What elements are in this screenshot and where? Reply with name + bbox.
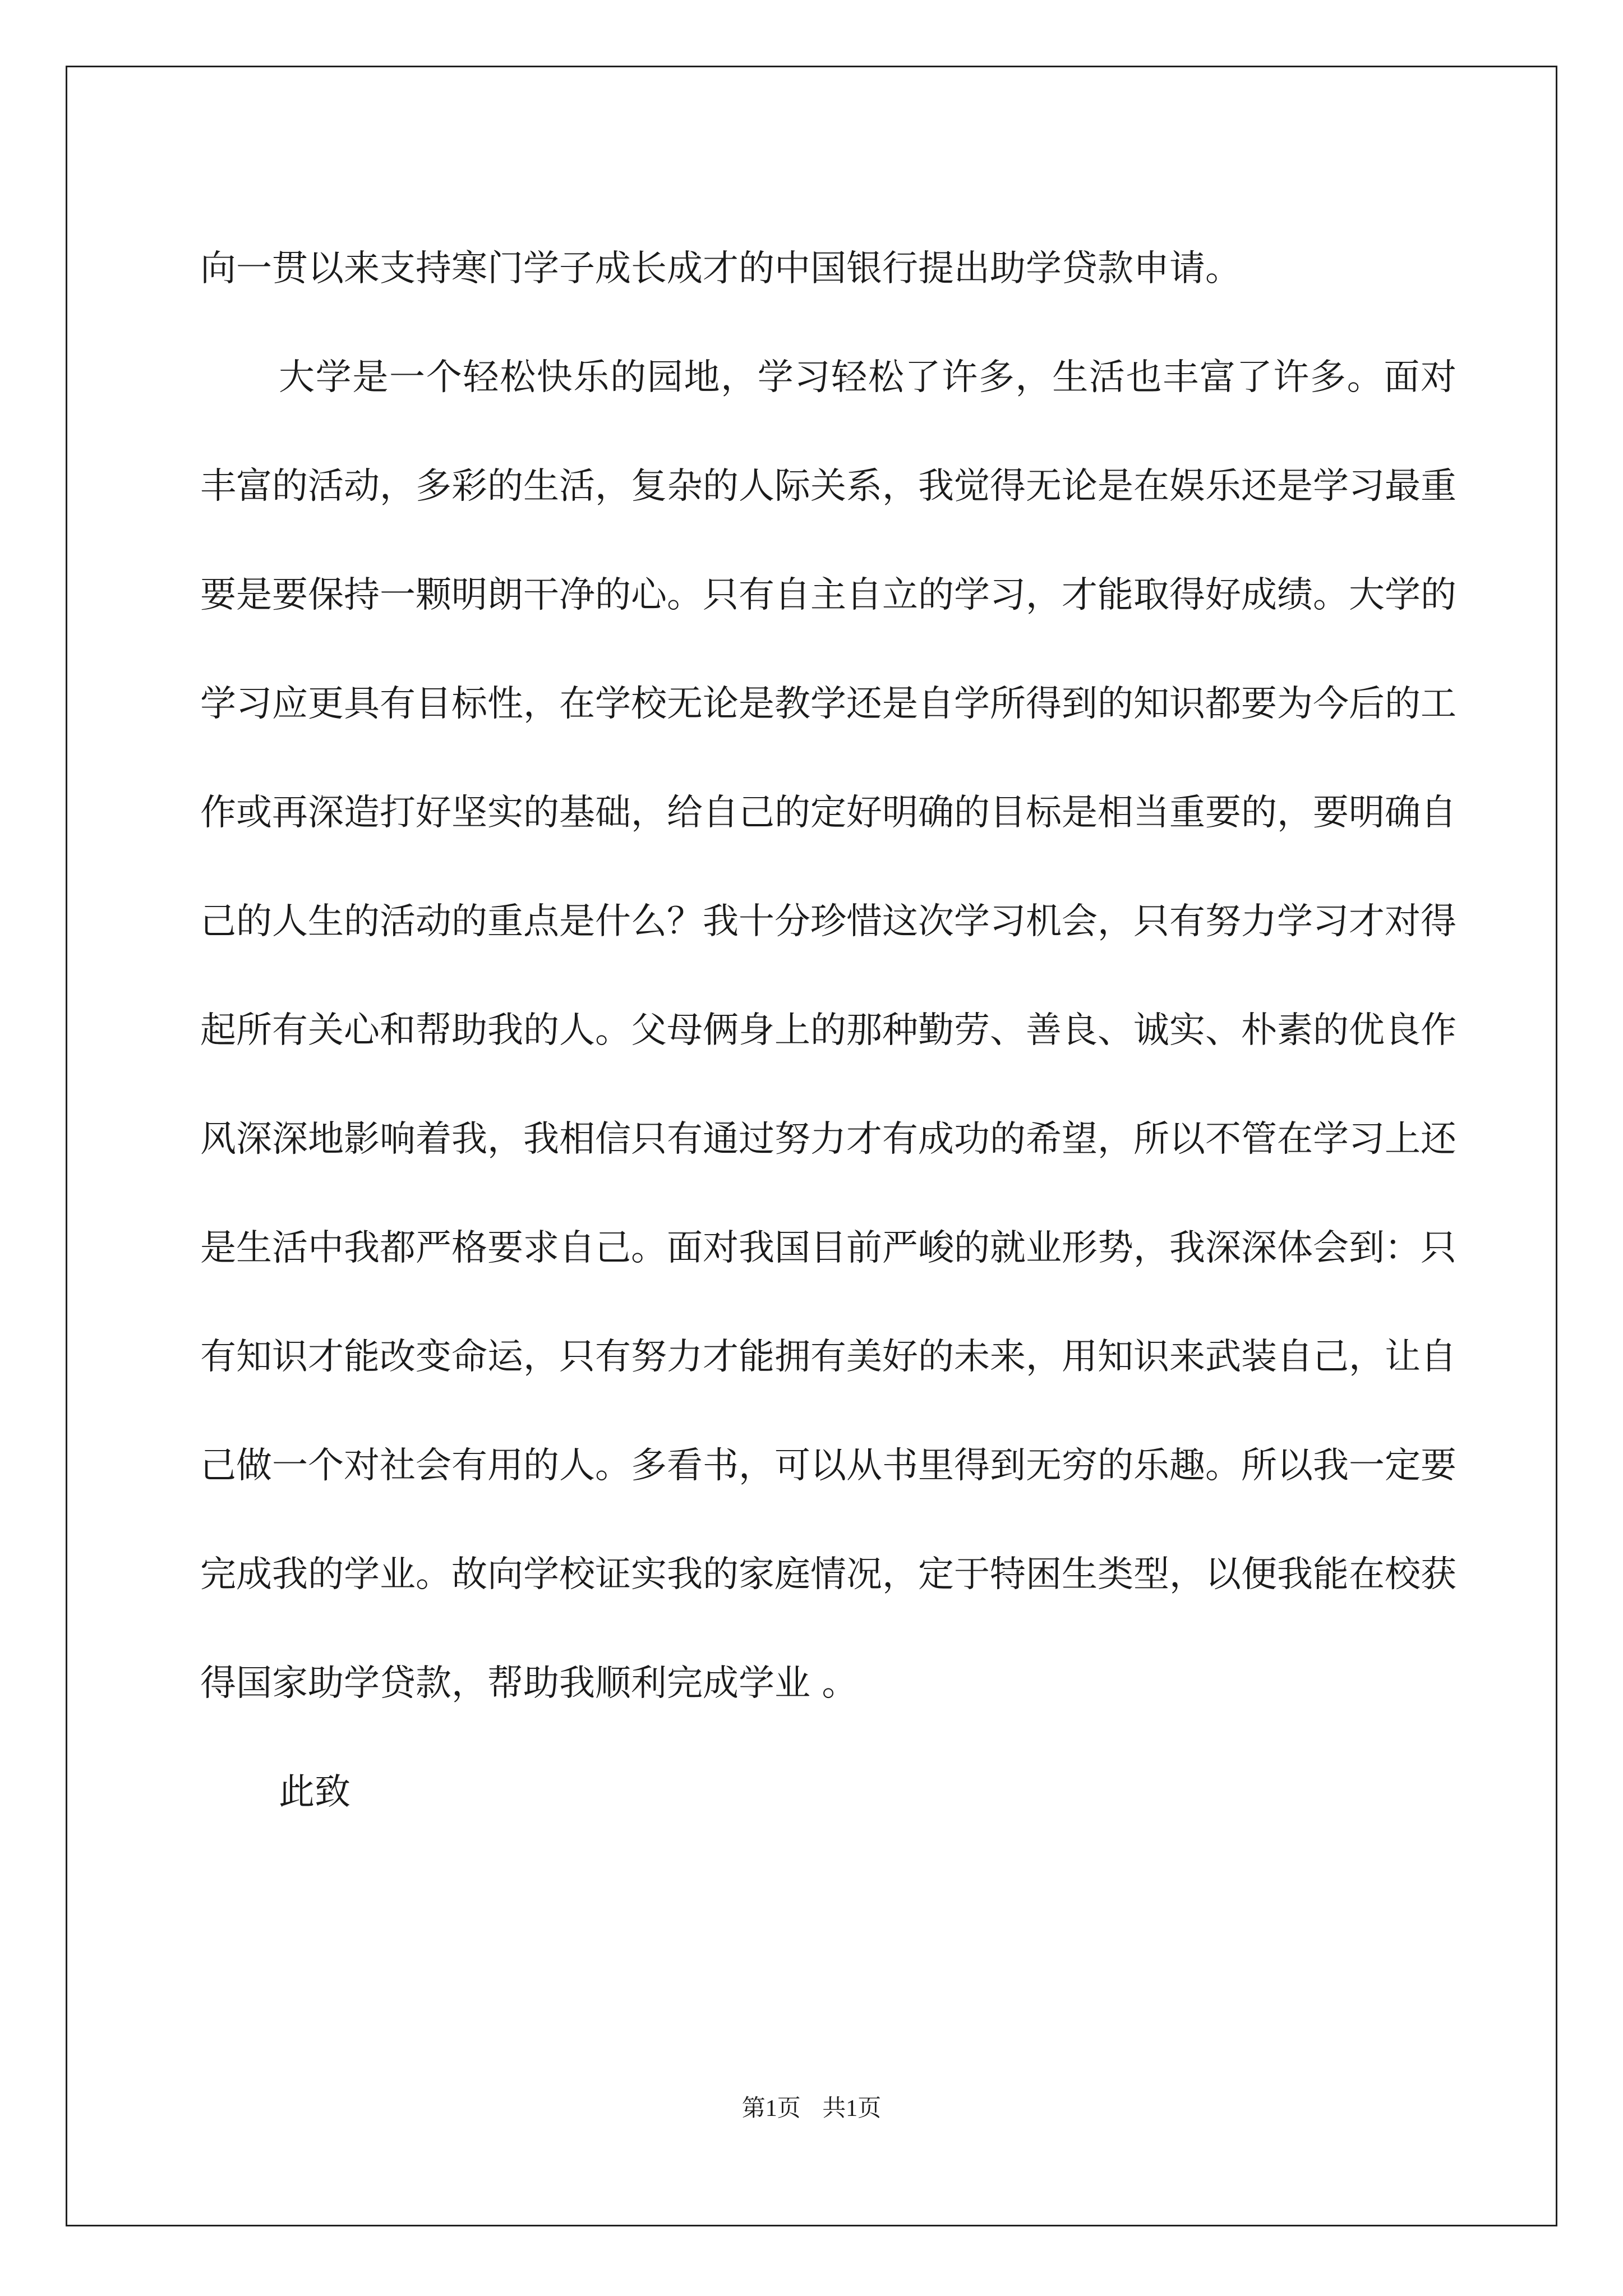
page-number-total: 共1页	[822, 2096, 882, 2122]
paragraph-closing-salutation: 此致	[279, 1772, 351, 1813]
page-number-current: 第1页	[741, 2096, 801, 2122]
paragraph-main-body: 大学是一个轻松快乐的园地，学习轻松了许多，生活也丰富了许多。面对丰富的活动，多彩的生活，复杂的人际关系，我觉得无论是在娱乐还是学习最重要是要保持一颗明朗干净的心。只有自主自立的学习，才能取得好成绩。大学的学习应更具有目标性，在学校无论是教学还是自学所得到的知识都要为今后的工作或再深造打好坚实的基础，给自己的定好明确的目标是相当重要的，要明确自己的人生的活动的重点是什么？我十分珍惜这次学习机会，只有努力学习才对得起所有关心和帮助我的人。父母俩身上的那种勤劳、善良、诚实、朴素的优良作风深深地影响着我，我相信只有通过努力才有成功的希望，所以不管在学习上还是生活中我都严格要求自己。面对我国目前严峻的就业形势，我深深体会到：只有知识才能改变命运，只有努力才能拥有美好的未来，用知识来武装自己，让自己做一个对社会有用的人。多看书，可以从书里得到无穷的乐趣。所以我一定要完成我的学业。故向学校证实我的家庭情况，定于特困生类型，以便我能在校获得国家助学贷款，帮助我顺利完成学业 。	[200, 357, 1456, 1704]
document-body	[200, 214, 1456, 1847]
page-footer	[0, 2090, 1623, 2123]
paragraph-opening-line: 向一贯以来支持寒门学子成长成才的中国银行提出助学贷款申请。	[200, 248, 1241, 289]
